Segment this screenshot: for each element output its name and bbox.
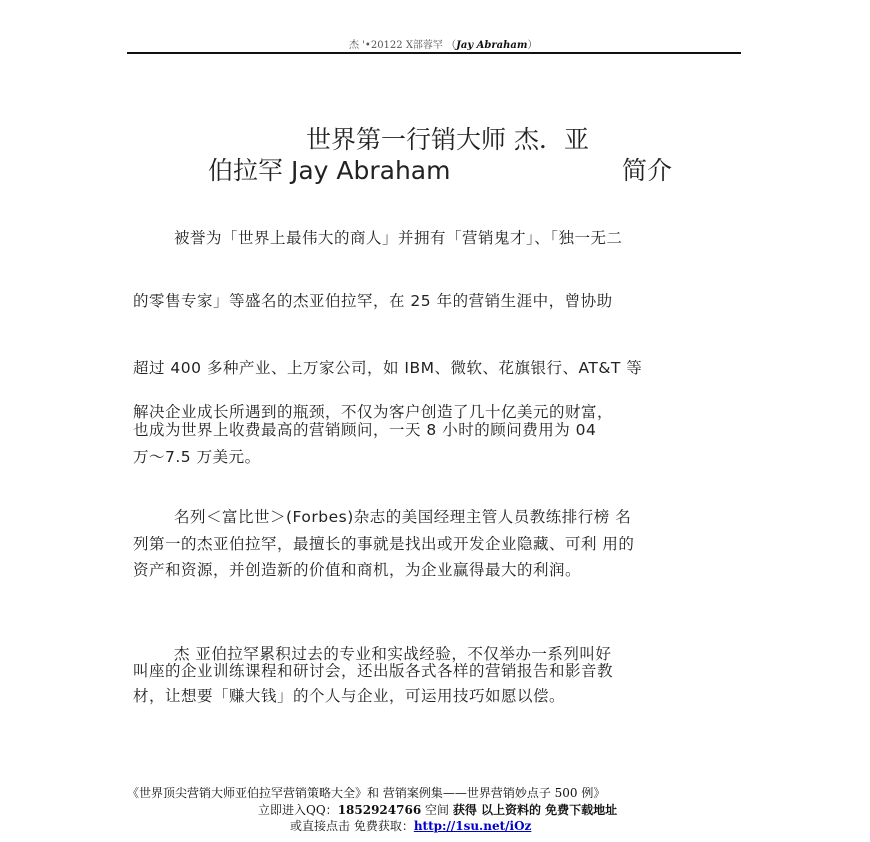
paragraph-line: 列第一的杰亚伯拉罕，最擅长的事就是找出或开发企业隐藏、可利 用的 [133,535,635,553]
header-divider [127,52,741,54]
paragraph-line: 万～7.5 万美元。 [133,448,261,466]
header-text [349,36,537,51]
page-title-line-2-end: 简介 [622,156,673,185]
paragraph-line: 名列＜富比世＞(Forbes)杂志的美国经理主管人员教练排行榜 名 [174,508,632,526]
header-suffix: ） [527,40,538,51]
download-link[interactable]: http://1su.net/iOz [413,819,532,833]
footer-qq-mid: 空间 [421,803,453,817]
paragraph-line: 材，让想要「赚大钱」的个人与企业，可运用技巧如愿以偿。 [133,687,566,705]
footer-books-line: 《世界顶尖营销大师亚伯拉罕营销策略大全》和 营销案例集——世界营销妙点子 500 例》 [127,786,606,800]
paragraph-line: 被誉为「世界上最伟大的商人」并拥有「营销鬼才」、「独一无二 [174,229,623,247]
footer-link-prefix: 或直接点击 免费获取： [290,819,414,833]
page-title-line-2: 伯拉罕 Jay Abraham [208,156,451,185]
paragraph-line: 资产和资源，并创造新的价值和商机，为企业赢得最大的利润。 [133,561,582,579]
paragraph-line: 超过 400 多种产业、上万家公司，如 IBM、微软、花旗银行、AT&T 等 [133,359,643,377]
footer-qq-prefix: 立即进入QQ： [258,803,338,817]
page-title-line-1: 世界第一行销大师 杰．亚 [306,125,589,154]
footer-qq-download: 获得 以上资料的 免费下载地址 [452,803,618,817]
footer-link-line [290,817,531,834]
paragraph-line: 叫座的企业训练课程和研讨会，还出版各式各样的营销报告和影音教 [133,662,614,680]
header-brand: Jay Abraham [456,40,528,51]
paragraph-line: 解决企业成长所遇到的瓶颈，不仅为客户创造了几十亿美元的财富， [133,403,614,421]
paragraph-line: 杰 亚伯拉罕累积过去的专业和实战经验，不仅举办一系列叫好 [174,645,612,663]
footer-qq-number: 1852924766 [337,803,422,817]
footer-qq-line [258,801,617,818]
paragraph-line: 的零售专家」等盛名的杰亚伯拉罕，在 25 年的营销生涯中，曾协助 [133,292,613,310]
header-prefix: 杰 '•20122 X部蓉罕 （ [349,40,457,51]
paragraph-line: 也成为世界上收费最高的营销顾问，一天 8 小时的顾问费用为 04 [133,421,597,439]
